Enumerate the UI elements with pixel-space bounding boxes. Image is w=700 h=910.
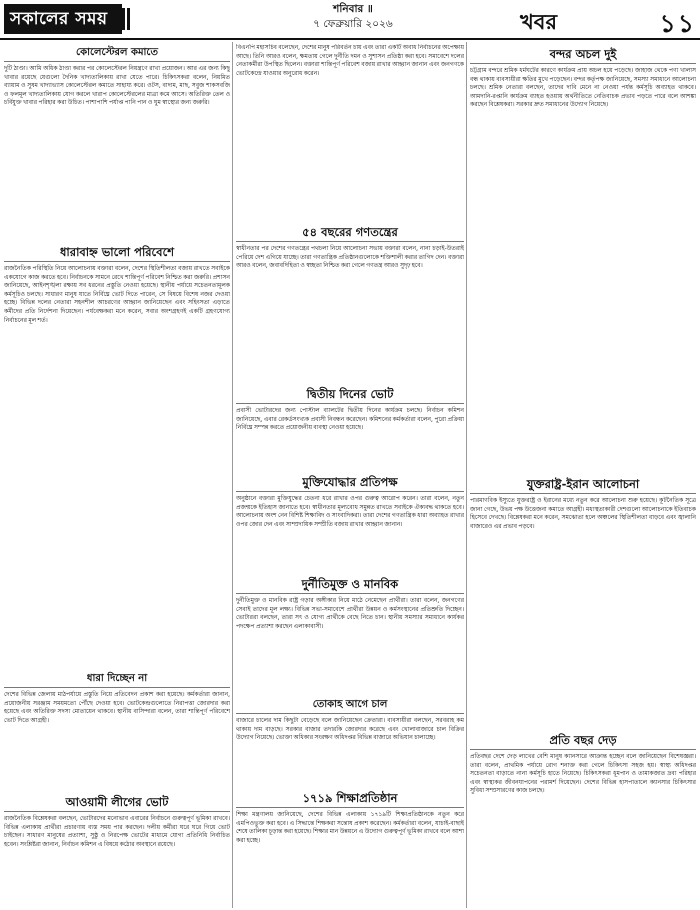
masthead: [0, 0, 700, 40]
article-awami-vote: [4, 792, 230, 906]
article-headline: প্রতি বছর দেড়: [470, 732, 696, 750]
article-every-year: [470, 730, 696, 906]
article-body: চট্টগ্রাম বন্দরে শ্রমিক ধর্মঘটের কারণে কার্যক্রম প্রায় অচল হয়ে পড়েছে। জাহাজ থেকে পণ্য খালাস বন্ধ থাকায় ব্যবসায়ীরা ক্ষতির মুখে পড়েছেন। বন্দর কর্তৃপক্ষ জানিয়েছে, সমস্যা সমাধানে আলোচনা চলছে। শ্রমিক নেতারা বলছেন, তাদের দাবি মেনে না নেওয়া পর্যন্ত কর্মসূচি অব্যাহত থাকবে। আমদানি-রপ্তানি কার্যক্রম ব্যাহত হওয়ায় অর্থনীতিতে নেতিবাচক প্রভাব পড়তে পারে বলে আশঙ্কা করছেন বিশ্লেষকরা। সরকার দ্রুত সমাধানের উদ্যোগ নিয়েছে।: [470, 67, 696, 109]
article-body: প্রতিবছর দেশে দেড় লাখের বেশি মানুষ ক্যানসারে আক্রান্ত হচ্ছেন বলে জানিয়েছেন বিশেষজ্ঞরা। তারা বলেন, প্রাথমিক পর্যায়ে রোগ শনাক্ত করা গেলে চিকিৎসা সহজ হয়। স্বাস্থ্য অধিদপ্তর সচেতনতা বাড়াতে নানা কর্মসূচি হাতে নিয়েছে। চিকিৎসকরা ধূমপান ও তামাকজাত দ্রব্য পরিহার এবং স্বাস্থ্যকর জীবনযাপনের পরামর্শ দিয়েছেন। দেশের বিভিন্ন হাসপাতালে ক্যানসার চিকিৎসার সুবিধা সম্প্রসারণের কাজ চলছে।: [470, 753, 696, 795]
article-headline: দুর্নীতিমুক্ত ও মানবিক: [236, 576, 464, 594]
article-headline: ধারাবাহ্ন ভালো পরিবেশে: [4, 244, 230, 262]
section-title: খবর: [520, 10, 558, 34]
page-number: ১১: [659, 9, 696, 38]
publication-date: ৭ ফেব্রুয়ারি ২০২৬: [313, 18, 393, 30]
article-us-iran: [470, 474, 696, 728]
column-middle: [236, 44, 464, 906]
newspaper-logo: সকালের সময়: [4, 4, 122, 34]
article-body: দেশের বিভিন্ন জেলায় মাঠপর্যায়ে প্রস্তুতি নিয়ে প্রতিবেদন প্রকাশ করা হয়েছে। কর্মকর্তারা জানান, প্রয়োজনীয় সরঞ্জাম সময়মতো পৌঁছে দেওয়া হবে। ভোটকেন্দ্রগুলোতে নিরাপত্তা জোরদার করা হয়েছে এবং অতিরিক্ত সদস্য মোতায়েন থাকবে। স্থানীয় বাসিন্দারা বলেন, তারা শান্তিপূর্ণ পরিবেশে ভোট দিতে আগ্রহী।: [4, 691, 230, 724]
column-divider: [466, 42, 467, 908]
article-headline: দ্বিতীয় দিনের ভোট: [236, 386, 464, 404]
article-headline: আওয়ামী লীগের ভোট: [4, 794, 230, 812]
article-not-giving: [4, 670, 230, 790]
article-headline: বন্দর অচল দুই: [470, 46, 696, 64]
article-anti-corruption: [236, 574, 464, 694]
article-body: দুর্নীতিমুক্ত ও মানবিক রাষ্ট্র গড়ার অঙ্গীকার নিয়ে মাঠে নেমেছেন প্রার্থীরা। তারা বলেন, জনগণের সেবাই তাদের মূল লক্ষ্য। বিভিন্ন সভা-সমাবেশে প্রার্থীরা উন্নয়ন ও কর্মসংস্থানের প্রতিশ্রুতি দিচ্ছেন। ভোটাররা বলছেন, তারা সৎ ও যোগ্য প্রার্থীকে বেছে নিতে চান। স্থানীয় সমস্যার সমাধানে কার্যকর পদক্ষেপ প্রত্যাশা করছেন এলাকাবাসী।: [236, 597, 464, 630]
article-body: দুটি ঠাণ্ডা। আমি অধিক ঠাণ্ডা করার পর কোলেস্টেরল নিয়ন্ত্রণে রাখা প্রয়োজন। আর এর জন্য কিছু খাবার রয়েছে যেগুলো দৈনিক খাদ্যতালিকায় রাখা যেতে পারে। চিকিৎসকরা বলেন, নিয়মিত ব্যায়াম ও সুষম খাদ্যাভ্যাস কোলেস্টেরল কমাতে সাহায্য করে। ওটস, বাদাম, মাছ, সবুজ শাকসবজি ও ফলমূল খাদ্যতালিকায় যোগ করলে খারাপ কোলেস্টেরলের মাত্রা কমে আসে। অতিরিক্ত তেল ও চর্বিযুক্ত খাবার পরিহার করা উচিত। পাশাপাশি পর্যাপ্ত পানি পান ও ঘুম স্বাস্থ্যের জন্য জরুরি।: [4, 65, 230, 107]
article-port: [470, 44, 696, 472]
article-cholesterol: [4, 44, 230, 240]
article-body: রাজনৈতিক পরিস্থিতি নিয়ে আলোচনায় বক্তারা বলেন, দেশের স্থিতিশীলতা বজায় রাখতে সবাইকে একযোগে কাজ করতে হবে। নির্বাচনকে সামনে রেখে শান্তিপূর্ণ পরিবেশ নিশ্চিত করা জরুরি। প্রশাসন জানিয়েছে, আইনশৃঙ্খলা রক্ষায় সব ধরনের প্রস্তুতি নেওয়া হয়েছে। স্থানীয় পর্যায়ে সচেতনতামূলক কর্মসূচিও চলছে। সাধারণ মানুষ যাতে নির্বিঘ্নে ভোট দিতে পারেন, সে বিষয়ে বিশেষ নজর দেওয়া হচ্ছে। বিভিন্ন দলের নেতারা সহনশীল আচরণের আহ্বান জানিয়েছেন এবং সহিংসতা এড়াতে কর্মীদের প্রতি নির্দেশনা দিয়েছেন। পর্যবেক্ষকরা মনে করেন, সবার অংশগ্রহণই একটি গ্রহণযোগ্য নির্বাচনের মূল শর্ত।: [4, 265, 230, 324]
column-divider: [232, 42, 233, 908]
article-body: শিক্ষা মন্ত্রণালয় জানিয়েছে, দেশের বিভিন্ন এলাকায় ১৭১৯টি শিক্ষাপ্রতিষ্ঠানকে নতুন করে এমপিওভুক্ত করা হবে। এ সিদ্ধান্তে শিক্ষকরা সন্তোষ প্রকাশ করেছেন। কর্মকর্তারা বলেন, যাচাই-বাছাই শেষে তালিকা চূড়ান্ত করা হয়েছে। শিক্ষার মান উন্নয়নে এ উদ্যোগ গুরুত্বপূর্ণ ভূমিকা রাখবে বলে আশা করা হচ্ছে।: [236, 811, 464, 844]
dateline: [258, 2, 448, 32]
article-body: বিএনপি মহাসচিব বলেছেন, দেশের মানুষ পরিবর্তন চায় এবং তারা একটি অবাধ নির্বাচনের অপেক্ষায় আছে। তিনি আরও বলেন, ক্ষমতায় গেলে দুর্নীতি দমন ও সুশাসন প্রতিষ্ঠা করা হবে। সমাবেশে দলের নেতাকর্মীরা উপস্থিত ছিলেন। বক্তারা শান্তিপূর্ণ পরিবেশ বজায় রাখার আহ্বান জানান এবং জনগণকে ভোটকেন্দ্রে যাওয়ার অনুরোধ করেন।: [236, 44, 464, 77]
publication-day: শনিবার ॥: [333, 3, 373, 15]
article-freedom-fighter: [236, 472, 464, 572]
article-second-day: [236, 384, 464, 470]
column-right: [470, 44, 696, 906]
article-headline: ধারা দিচ্ছেন না: [4, 672, 230, 688]
article-54-years: [236, 222, 464, 382]
article-headline: কোলেস্টেরল কমাতে: [4, 46, 230, 62]
article-headline: তোকাহ আগে চাল: [236, 698, 464, 714]
article-body: রাজনৈতিক বিশ্লেষকরা বলছেন, ভোটারদের মনোভাব এবারের নির্বাচনে গুরুত্বপূর্ণ ভূমিকা রাখবে। বিভিন্ন এলাকায় প্রার্থীরা প্রচারণায় ব্যস্ত সময় পার করছেন। দলীয় কর্মীরা ঘরে ঘরে গিয়ে ভোট চাইছেন। সাধারণ মানুষের প্রত্যাশা, সুষ্ঠু ও নিরপেক্ষ ভোটের মাধ্যমে যোগ্য প্রতিনিধি নির্বাচিত হবেন। সংশ্লিষ্টরা জানান, নির্বাচন কমিশন এ বিষয়ে কঠোর অবস্থানে রয়েছে।: [4, 815, 230, 848]
article-lead: [236, 44, 464, 220]
article-body: পারমাণবিক ইস্যুতে যুক্তরাষ্ট্র ও ইরানের মধ্যে নতুন করে আলোচনা শুরু হয়েছে। কূটনৈতিক সূত্রে জানা গেছে, উভয় পক্ষ উত্তেজনা কমাতে আগ্রহী। মধ্যস্থতাকারী দেশগুলো আলোচনাকে ইতিবাচক হিসেবে দেখছে। বিশ্লেষকরা মনে করেন, সমঝোতা হলে অঞ্চলের স্থিতিশীলতা বাড়বে এবং জ্বালানি বাজারেও এর প্রভাব পড়বে।: [470, 497, 696, 530]
article-rice: [236, 696, 464, 786]
article-body: বাজারে চালের দাম কিছুটা বেড়েছে বলে জানিয়েছেন ক্রেতারা। ব্যবসায়ীরা বলছেন, সরবরাহ কম থাকায় দাম বাড়ছে। সরকার বাজার তদারকি জোরদার করেছে এবং খোলাবাজারে চাল বিক্রির উদ্যোগ নিয়েছে। ভোক্তা অধিকার সংরক্ষণ অধিদপ্তর বিভিন্ন বাজারে অভিযান চালাচ্ছে।: [236, 717, 464, 742]
column-left: [4, 44, 230, 906]
article-headline: মুক্তিযোদ্ধার প্রতিপক্ষ: [236, 474, 464, 492]
article-1719-institutions: [236, 788, 464, 906]
masthead-rule: [0, 38, 700, 40]
article-headline: ১৭১৯ শিক্ষাপ্রতিষ্ঠান: [236, 790, 464, 808]
article-body: স্বাধীনতার পর দেশের গণতন্ত্রের পথচলা নিয়ে আলোচনা সভায় বক্তারা বলেন, নানা চড়াই-উতরাই পেরিয়ে দেশ এগিয়ে যাচ্ছে। তারা গণতান্ত্রিক প্রতিষ্ঠানগুলোকে শক্তিশালী করার তাগিদ দেন। বক্তারা আরও বলেন, জবাবদিহিতা ও স্বচ্ছতা নিশ্চিত করা গেলে গণতন্ত্র আরও সুদৃঢ় হবে।: [236, 245, 464, 270]
article-headline: যুক্তরাষ্ট্র-ইরান আলোচনা: [470, 476, 696, 494]
article-headline: ৫৪ বছরের গণতন্ত্রের: [236, 224, 464, 242]
article-body: অনুষ্ঠানে বক্তারা মুক্তিযুদ্ধের চেতনা ধরে রাখার ওপর গুরুত্ব আরোপ করেন। তারা বলেন, নতুন প্রজন্মকে ইতিহাস জানাতে হবে। স্বাধীনতার মূল্যবোধ সমুন্নত রাখতে সবাইকে ঐক্যবদ্ধ থাকতে হবে। আলোচনায় অংশ নেন বিশিষ্ট শিক্ষাবিদ ও সাংবাদিকরা। তারা দেশের গণতান্ত্রিক ধারা অব্যাহত রাখার ওপর জোর দেন এবং সাম্প্রদায়িক সম্প্রীতি বজায় রাখার আহ্বান জানান।: [236, 495, 464, 528]
article-body: প্রবাসী ভোটারদের জন্য পোস্টাল ব্যালটের দ্বিতীয় দিনের কার্যক্রম চলছে। নির্বাচন কমিশন জানিয়েছে, এবার রেকর্ডসংখ্যক প্রবাসী নিবন্ধন করেছেন। কমিশনের কর্মকর্তারা বলেন, পুরো প্রক্রিয়া নির্বিঘ্নে সম্পন্ন করতে প্রয়োজনীয় ব্যবস্থা নেওয়া হয়েছে।: [236, 407, 464, 432]
article-environment: [4, 242, 230, 668]
